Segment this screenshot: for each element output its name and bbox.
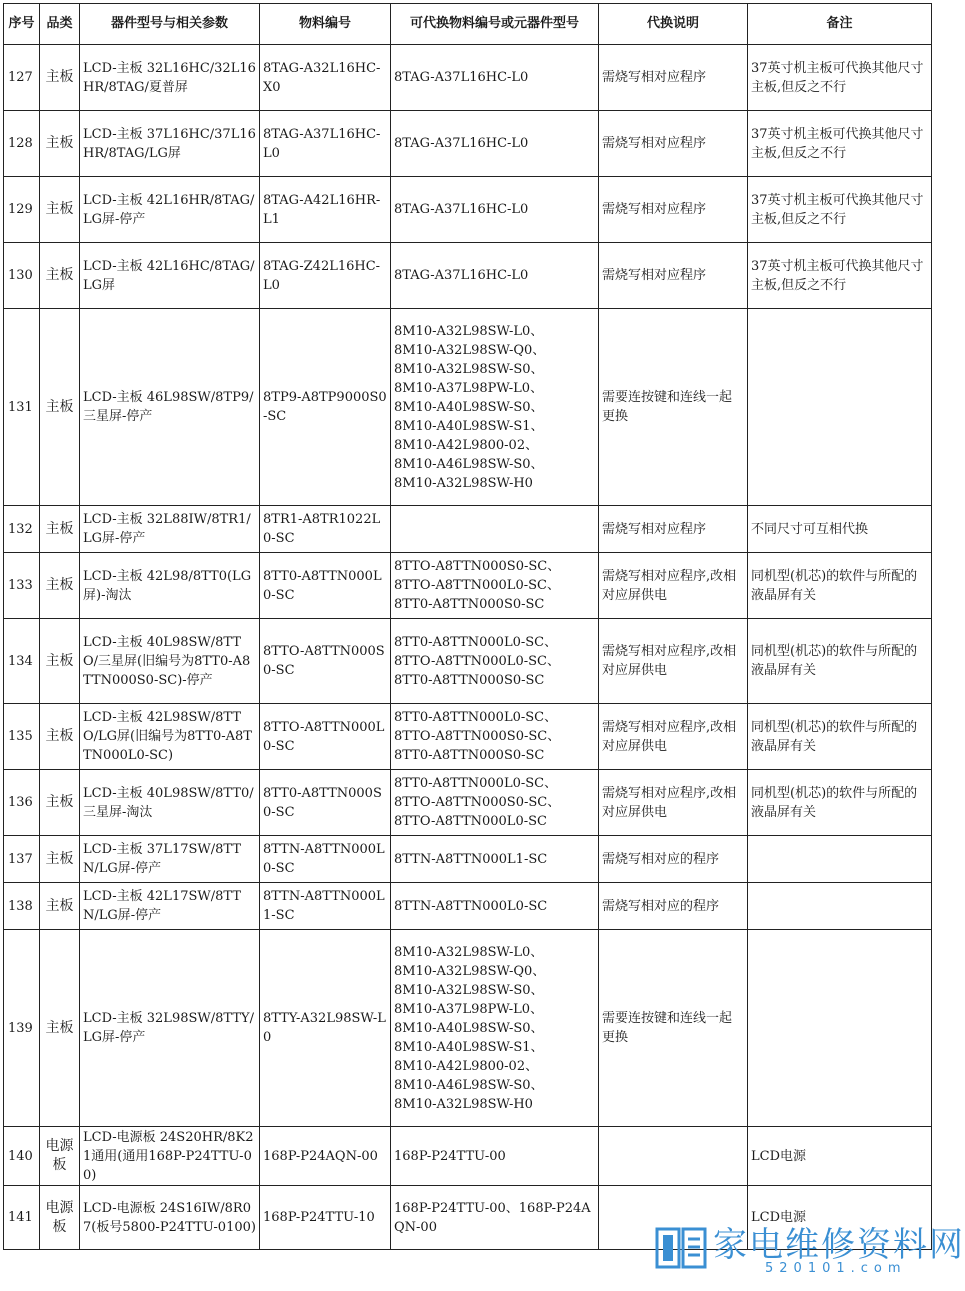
row-model: LCD-主板 32L16HC/32L16HR/8TAG/夏普屏	[80, 45, 260, 111]
row-note: 需烧写相对应程序	[599, 243, 748, 309]
col-note-header: 代换说明	[599, 4, 748, 45]
row-category: 主板	[40, 930, 80, 1127]
row-category: 主板	[40, 836, 80, 883]
substitute-part: 8TT0-A8TTN000L0-SC、	[394, 710, 558, 725]
substitute-part: 8M10-A40L98SW-S0、	[394, 1020, 544, 1036]
substitute-part: 8M10-A32L98SW-Q0、	[394, 342, 546, 358]
substitute-part: 8M10-A32L98SW-S0、	[394, 982, 544, 998]
row-substitutes	[391, 1186, 599, 1250]
row-category: 主板	[40, 619, 80, 704]
row-category: 主板	[40, 243, 80, 309]
substitute-part: 8TT0-A8TTN000S0-SC	[394, 597, 545, 612]
row-substitutes	[391, 836, 599, 883]
row-substitutes	[391, 930, 599, 1127]
row-model: LCD-主板 32L98SW/8TTY/LG屏-停产	[80, 930, 260, 1127]
row-category: 主板	[40, 177, 80, 243]
site-watermark	[655, 1207, 965, 1285]
book-logo-icon	[655, 1221, 707, 1273]
row-substitutes	[391, 177, 599, 243]
row-substitutes	[391, 111, 599, 177]
substitute-part: 8M10-A40L98SW-S0、	[394, 399, 544, 415]
substitute-part: 8TT0-A8TTN000L0-SC、	[394, 776, 558, 791]
row-substitutes	[391, 770, 599, 836]
row-material: 8TAG-A37L16HC-L0	[260, 111, 391, 177]
row-model: LCD-电源板 24S20HR/8K21通用(通用168P-P24TTU-00)	[80, 1127, 260, 1186]
row-category: 主板	[40, 770, 80, 836]
row-material: 8TTN-A8TTN000L0-SC	[260, 836, 391, 883]
substitute-part: 8M10-A32L98SW-H0	[394, 475, 533, 491]
row-number: 133	[4, 553, 40, 619]
table-row	[4, 45, 932, 111]
row-category: 主板	[40, 553, 80, 619]
table-row	[4, 243, 932, 309]
row-remark: 同机型(机芯)的软件与所配的液晶屏有关	[748, 619, 932, 704]
substitute-part: 8M10-A32L98SW-L0、	[394, 323, 544, 339]
row-model: LCD-主板 42L16HR/8TAG/LG屏-停产	[80, 177, 260, 243]
row-model: LCD-主板 42L17SW/8TTN/LG屏-停产	[80, 883, 260, 930]
table-row	[4, 309, 932, 506]
row-material: 8TT0-A8TTN000S0-SC	[260, 770, 391, 836]
row-number: 127	[4, 45, 40, 111]
row-model: LCD-主板 40L98SW/8TT0/三星屏-淘汰	[80, 770, 260, 836]
row-model: LCD-电源板 24S16IW/8R07(板号5800-P24TTU-0100)	[80, 1186, 260, 1250]
substitute-part: 8TAG-A37L16HC-L0	[394, 70, 529, 85]
table-row	[4, 704, 932, 770]
row-model: LCD-主板 37L17SW/8TTN/LG屏-停产	[80, 836, 260, 883]
watermark-site-url: 520101.com	[765, 1261, 907, 1276]
row-remark	[748, 309, 932, 506]
substitute-part: 8M10-A42L9800-02、	[394, 1058, 539, 1074]
row-number: 130	[4, 243, 40, 309]
row-substitutes	[391, 506, 599, 553]
row-number: 136	[4, 770, 40, 836]
substitute-part: 8TTO-A8TTN000S0-SC、	[394, 729, 561, 744]
row-model: LCD-主板 40L98SW/8TTO/三星屏(旧编号为8TT0-A8TTN000S0-SC)-停产	[80, 619, 260, 704]
row-category: 主板	[40, 45, 80, 111]
row-remark: 同机型(机芯)的软件与所配的液晶屏有关	[748, 770, 932, 836]
row-model: LCD-主板 42L98SW/8TTO/LG屏(旧编号为8TT0-A8TTN000L0-SC)	[80, 704, 260, 770]
row-number: 132	[4, 506, 40, 553]
col-subs-header: 可代换物料编号或元器件型号	[391, 4, 599, 45]
table-row	[4, 836, 932, 883]
row-model: LCD-主板 46L98SW/8TP9/三星屏-停产	[80, 309, 260, 506]
substitute-part: 8TAG-A37L16HC-L0	[394, 268, 529, 283]
row-remark: 同机型(机芯)的软件与所配的液晶屏有关	[748, 704, 932, 770]
row-note	[599, 1127, 748, 1186]
parts-table	[3, 3, 932, 1250]
substitute-part: 8TT0-A8TTN000L0-SC、	[394, 634, 558, 650]
row-material: 8TTY-A32L98SW-L0	[260, 930, 391, 1127]
table-row	[4, 111, 932, 177]
row-number: 135	[4, 704, 40, 770]
row-number: 137	[4, 836, 40, 883]
row-substitutes	[391, 883, 599, 930]
row-material: 8TR1-A8TR1022L0-SC	[260, 506, 391, 553]
row-number: 139	[4, 930, 40, 1127]
row-material: 168P-P24TTU-10	[260, 1186, 391, 1250]
substitute-part: 8M10-A42L9800-02、	[394, 437, 539, 453]
substitute-part: 8TTO-A8TTN000L0-SC、	[394, 653, 560, 669]
row-substitutes	[391, 619, 599, 704]
row-note: 需要连按键和连线一起更换	[599, 309, 748, 506]
substitute-part: 8TTO-A8TTN000S0-SC、	[394, 795, 561, 810]
row-remark: 37英寸机主板可代换其他尺寸主板,但反之不行	[748, 45, 932, 111]
row-number: 134	[4, 619, 40, 704]
row-substitutes	[391, 309, 599, 506]
col-no-header: 序号	[4, 4, 40, 45]
table-row	[4, 506, 932, 553]
row-remark	[748, 883, 932, 930]
row-note: 需烧写相对应程序	[599, 45, 748, 111]
substitute-part: 8TTO-A8TTN000L0-SC	[394, 814, 547, 829]
substitute-part: 8M10-A32L98SW-Q0、	[394, 963, 546, 979]
substitute-part: 8M10-A32L98SW-S0、	[394, 361, 544, 377]
row-note: 需烧写相对应程序	[599, 177, 748, 243]
substitute-part: 8M10-A32L98SW-L0、	[394, 944, 544, 960]
row-note: 需烧写相对应程序,改相对应屏供电	[599, 553, 748, 619]
row-material: 8TTN-A8TTN000L1-SC	[260, 883, 391, 930]
substitute-part: 8TT0-A8TTN000S0-SC	[394, 748, 545, 763]
row-note: 需烧写相对应的程序	[599, 883, 748, 930]
row-model: LCD-主板 32L88IW/8TR1/LG屏-停产	[80, 506, 260, 553]
table-row	[4, 553, 932, 619]
row-substitutes	[391, 553, 599, 619]
row-category: 电源板	[40, 1186, 80, 1250]
row-number: 138	[4, 883, 40, 930]
row-note: 需烧写相对应程序,改相对应屏供电	[599, 770, 748, 836]
row-remark: 37英寸机主板可代换其他尺寸主板,但反之不行	[748, 177, 932, 243]
substitute-part: 8TTN-A8TTN000L0-SC	[394, 898, 548, 914]
substitute-part: 8M10-A37L98PW-L0、	[394, 380, 544, 396]
col-material-header: 物料编号	[260, 4, 391, 45]
row-note: 需烧写相对应程序,改相对应屏供电	[599, 704, 748, 770]
row-category: 主板	[40, 506, 80, 553]
row-material: 8TT0-A8TTN000L0-SC	[260, 553, 391, 619]
substitute-part: 8TTN-A8TTN000L1-SC	[394, 851, 548, 867]
row-material: 8TAG-Z42L16HC-L0	[260, 243, 391, 309]
substitute-part: 168P-P24TTU-00、168P-P24AQN-00	[394, 1200, 591, 1235]
row-category: 主板	[40, 309, 80, 506]
substitute-part: 8M10-A46L98SW-S0、	[394, 1077, 544, 1093]
header-row	[4, 4, 932, 45]
row-number: 129	[4, 177, 40, 243]
row-number: 131	[4, 309, 40, 506]
table-row	[4, 1127, 932, 1186]
substitute-part: 8TTO-A8TTN000L0-SC、	[394, 578, 560, 593]
row-substitutes	[391, 243, 599, 309]
col-category-header: 品类	[40, 4, 80, 45]
row-material: 168P-P24AQN-00	[260, 1127, 391, 1186]
substitute-part: 8TTO-A8TTN000S0-SC、	[394, 559, 561, 574]
row-model: LCD-主板 42L98/8TT0(LG屏)-淘汰	[80, 553, 260, 619]
row-model: LCD-主板 37L16HC/37L16HR/8TAG/LG屏	[80, 111, 260, 177]
substitute-part: 8M10-A37L98PW-L0、	[394, 1001, 544, 1017]
row-note: 需要连按键和连线一起更换	[599, 930, 748, 1127]
row-category: 主板	[40, 883, 80, 930]
row-note: 需烧写相对应程序,改相对应屏供电	[599, 619, 748, 704]
table-row	[4, 930, 932, 1127]
row-remark: 同机型(机芯)的软件与所配的液晶屏有关	[748, 553, 932, 619]
substitute-part: 8M10-A40L98SW-S1、	[394, 1039, 544, 1055]
row-remark: 37英寸机主板可代换其他尺寸主板,但反之不行	[748, 243, 932, 309]
row-remark: LCD电源	[748, 1127, 932, 1186]
row-substitutes	[391, 45, 599, 111]
table-row	[4, 883, 932, 930]
substitute-part: 8TAG-A37L16HC-L0	[394, 202, 529, 217]
row-material: 8TAG-A32L16HC-X0	[260, 45, 391, 111]
row-note: 需烧写相对应的程序	[599, 836, 748, 883]
watermark-site-name: 家电维修资料网	[713, 1225, 965, 1265]
row-category: 主板	[40, 111, 80, 177]
row-category: 主板	[40, 704, 80, 770]
table-row	[4, 177, 932, 243]
row-remark: 37英寸机主板可代换其他尺寸主板,但反之不行	[748, 111, 932, 177]
table-row	[4, 770, 932, 836]
substitute-part: 8TAG-A37L16HC-L0	[394, 136, 529, 151]
row-material: 8TAG-A42L16HR-L1	[260, 177, 391, 243]
col-model-header: 器件型号与相关参数	[80, 4, 260, 45]
substitute-part: 8M10-A46L98SW-S0、	[394, 456, 544, 472]
row-remark	[748, 836, 932, 883]
row-number: 141	[4, 1186, 40, 1250]
row-remark: 不同尺寸可互相代换	[748, 506, 932, 553]
row-material: 8TTO-A8TTN000S0-SC	[260, 619, 391, 704]
row-remark	[748, 930, 932, 1127]
row-category: 电源板	[40, 1127, 80, 1186]
row-substitutes	[391, 1127, 599, 1186]
col-remark-header: 备注	[748, 4, 932, 45]
row-material: 8TTO-A8TTN000L0-SC	[260, 704, 391, 770]
table-row	[4, 619, 932, 704]
row-model: LCD-主板 42L16HC/8TAG/LG屏	[80, 243, 260, 309]
row-note: 需烧写相对应程序	[599, 111, 748, 177]
row-substitutes	[391, 704, 599, 770]
substitute-part: 8M10-A32L98SW-H0	[394, 1096, 533, 1112]
substitute-part: 8M10-A40L98SW-S1、	[394, 418, 544, 434]
substitute-part: 8TT0-A8TTN000S0-SC	[394, 672, 545, 688]
row-number: 128	[4, 111, 40, 177]
row-note: 需烧写相对应程序	[599, 506, 748, 553]
row-remark: LCD电源	[748, 1186, 932, 1250]
row-number: 140	[4, 1127, 40, 1186]
row-material: 8TP9-A8TP9000S0-SC	[260, 309, 391, 506]
substitute-part: 168P-P24TTU-00	[394, 1148, 506, 1164]
